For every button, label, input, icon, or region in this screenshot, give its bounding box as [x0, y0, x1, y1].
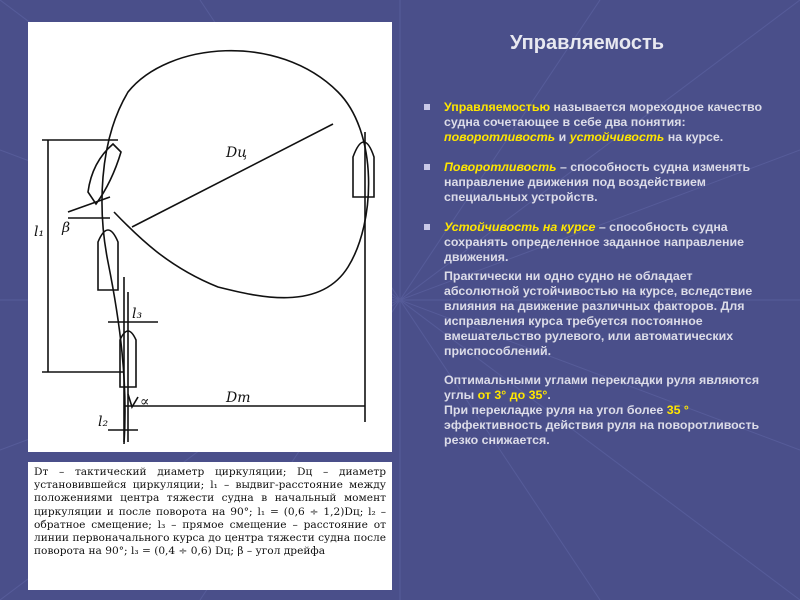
diagram-legend [28, 462, 392, 590]
paragraph-effectiveness: При перекладке руля на угол более 35 ° эффективность действия руля на поворотливость резко снижается. [444, 403, 760, 447]
bullet-marker [424, 164, 430, 170]
bullet-course-stability: Устойчивость на курсе – способность судна сохранять определенное заданное направление движения. [418, 220, 768, 265]
page-title: Управляемость [510, 32, 665, 54]
label-dc: Dц [226, 145, 247, 161]
label-l1: l₁ [34, 224, 45, 240]
label-dt: Dт [226, 390, 251, 406]
content-text [418, 100, 768, 448]
label-beta: β [62, 220, 71, 236]
circulation-diagram [28, 22, 392, 452]
bullet-marker [424, 224, 430, 230]
ship-turn [88, 144, 121, 204]
label-l2: l₂ [98, 414, 109, 430]
label-l3: l₃ [132, 306, 143, 322]
label-alpha: ∝ [140, 394, 150, 410]
legend-text: Dт – тактический диаметр циркуляции; Dц – диаметр установившейся циркуляции; l₁ – выдвиг-расстояние между положениями центра тяжести судна в начальный момент циркуляции и после поворота на 90°; l₁ = (0,6 ÷ 1,2)Dц; l₂ – обратное смещение; l₃ – прямое смещение – расстояние от линии первоначального курса до центра тяжести судна после поворота на 90°; l₃ = (0,4 ÷ 0,6) Dц; β – угол дрейфа [34, 466, 386, 558]
ship-end [353, 142, 374, 197]
bullet-marker [424, 104, 430, 110]
paragraph-practical: Практически ни одно судно не обладает абсолютной устойчивостью на курсе, вследствие влияния на движение различных факторов. Для исправления курса требуется постоянное вмешательство рулевого, или автоматических приспособлений. [444, 269, 753, 358]
circulation-diagram-panel [28, 22, 392, 452]
bullet-turnability: Поворотливость – способность судна изменять направление движения под воздействием специальных устройств. [418, 160, 768, 205]
circulation-path [102, 51, 369, 444]
paragraph-optimal-angles: Оптимальными углами перекладки руля являются углы от 3° до 35°. [444, 373, 760, 402]
bullet-controllability: Управляемостью называется мореходное качество судна сочетающее в себе два понятия: поворотливость и устойчивость на курсе. [418, 100, 768, 145]
